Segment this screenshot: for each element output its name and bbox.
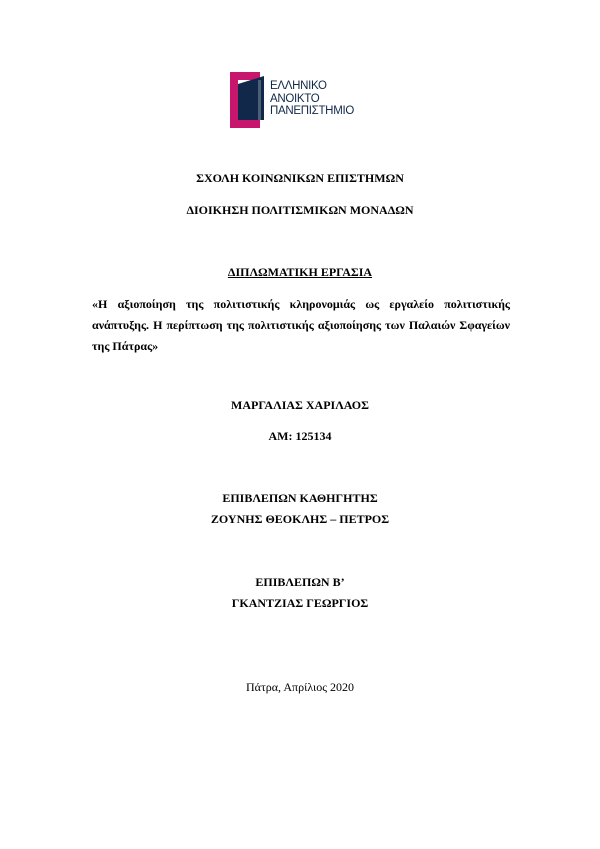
supervisor-name: ΖΟΥΝΗΣ ΘΕΟΚΛΗΣ – ΠΕΤΡΟΣ: [210, 512, 390, 526]
logo-mark-icon: [230, 70, 270, 130]
logo-wordmark: [270, 80, 354, 118]
supervisor-label: ΕΠΙΒΛΕΠΩΝ ΚΑΘΗΓΗΤΗΣ: [222, 491, 378, 505]
author-name: ΜΑΡΓΑΛΙΑΣ ΧΑΡΙΛΑΟΣ: [231, 398, 369, 412]
second-supervisor-name: ΓΚΑΝΤΖΙΑΣ ΓΕΩΡΓΙΟΣ: [231, 596, 369, 610]
logo-line: ΠΑΝΕΠΙΣΤΗΜΙΟ: [270, 105, 355, 117]
school-name: ΣΧΟΛΗ ΚΟΙΝΩΝΙΚΩΝ ΕΠΙΣΤΗΜΩΝ: [196, 171, 404, 185]
second-supervisor-label: ΕΠΙΒΛΕΠΩΝ Β’: [255, 575, 345, 589]
open-university-logo: [230, 70, 380, 130]
program-name: ΔΙΟΙΚΗΣΗ ΠΟΛΙΤΙΣΜΙΚΩΝ ΜΟΝΑΔΩΝ: [186, 203, 414, 217]
logo-line: ΑΝΟΙΚΤΟ: [270, 92, 320, 105]
logo-line: ΕΛΛΗΝΙΚΟ: [270, 80, 327, 92]
document-type: ΔΙΠΛΩΜΑΤΙΚΗ ΕΡΓΑΣΙΑ: [227, 265, 373, 279]
thesis-title: «Η αξιοποίηση της πολιτιστικής κληρονομιάς ως εργαλείο πολιτιστικής ανάπτυξης. Η περίπτωση της πολιτιστικής αξιοποίησης των Παλαιών Σφαγείων της Πάτρας»: [92, 297, 510, 353]
place-date: Πάτρα, Απρίλιος 2020: [246, 680, 354, 694]
student-id: ΑΜ: 125134: [268, 429, 332, 443]
